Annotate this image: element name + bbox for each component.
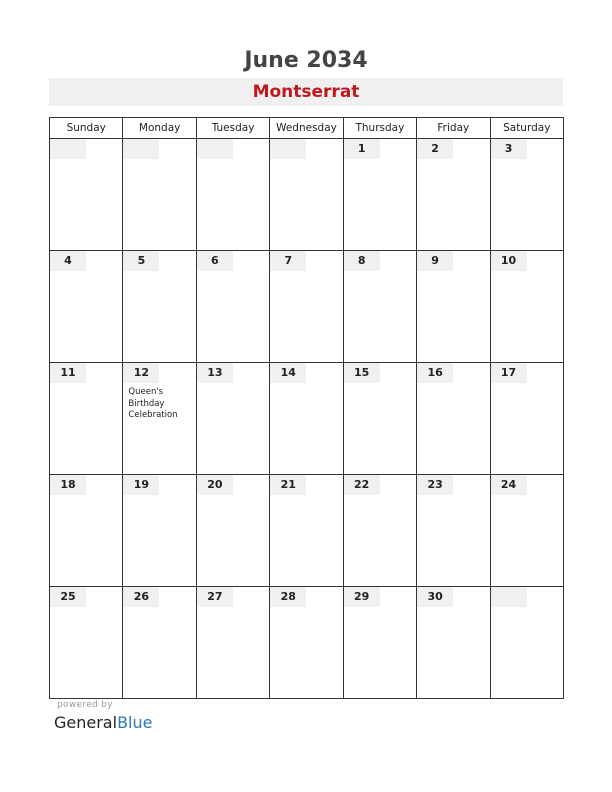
day-cell-empty: [123, 139, 196, 251]
day-number: 15: [344, 363, 380, 383]
brand-blue-text: Blue: [117, 713, 153, 732]
weekday-tuesday: Tuesday: [196, 118, 269, 139]
weekday-saturday: Saturday: [490, 118, 563, 139]
day-cell-2: [417, 139, 490, 251]
country-banner: [49, 78, 563, 106]
day-cell-21: [270, 475, 343, 587]
day-cell-11: [50, 363, 123, 475]
brand-general-text: General: [54, 713, 118, 732]
generalblue-logo[interactable]: [54, 712, 152, 734]
day-cell-empty: [270, 139, 343, 251]
day-cell-4: [50, 251, 123, 363]
day-cell-3: [490, 139, 563, 251]
day-cell-30: [417, 587, 490, 699]
day-number: 8: [344, 251, 380, 271]
day-number-empty: [123, 139, 159, 159]
day-cell-26: [123, 587, 196, 699]
weekday-thursday: Thursday: [343, 118, 416, 139]
week-row-1: [50, 139, 564, 251]
day-number: 28: [270, 587, 306, 607]
powered-by-label: powered by: [57, 700, 113, 710]
day-number: 5: [123, 251, 159, 271]
day-number: 20: [197, 475, 233, 495]
day-cell-empty: [196, 139, 269, 251]
day-number: 1: [344, 139, 380, 159]
day-cell-24: [490, 475, 563, 587]
day-number: 14: [270, 363, 306, 383]
holiday-event: Queen's Birthday Celebration: [128, 387, 178, 420]
country-name: Montserrat: [252, 82, 360, 102]
day-number: 2: [417, 139, 453, 159]
day-cell-18: [50, 475, 123, 587]
day-number: 4: [50, 251, 86, 271]
day-cell-15: [343, 363, 416, 475]
day-number: 30: [417, 587, 453, 607]
day-number: 25: [50, 587, 86, 607]
day-cell-8: [343, 251, 416, 363]
day-number: 27: [197, 587, 233, 607]
weekday-wednesday: Wednesday: [270, 118, 343, 139]
day-number: 29: [344, 587, 380, 607]
day-cell-25: [50, 587, 123, 699]
day-cell-23: [417, 475, 490, 587]
day-number: 10: [491, 251, 527, 271]
day-number: 18: [50, 475, 86, 495]
day-number: 11: [50, 363, 86, 383]
day-cell-12: [123, 363, 196, 475]
day-number: 16: [417, 363, 453, 383]
day-cell-5: [123, 251, 196, 363]
day-number: 23: [417, 475, 453, 495]
day-number: 26: [123, 587, 159, 607]
week-row-3: [50, 363, 564, 475]
day-cell-10: [490, 251, 563, 363]
day-number-empty: [197, 139, 233, 159]
weekday-friday: Friday: [417, 118, 490, 139]
day-number: 9: [417, 251, 453, 271]
day-cell-16: [417, 363, 490, 475]
day-number: 13: [197, 363, 233, 383]
day-number-empty: [491, 587, 527, 607]
day-cell-28: [270, 587, 343, 699]
day-cell-29: [343, 587, 416, 699]
week-row-4: [50, 475, 564, 587]
day-number-empty: [50, 139, 86, 159]
day-number: 22: [344, 475, 380, 495]
calendar-grid: [49, 117, 564, 699]
weekday-header-row: [50, 118, 564, 139]
day-number: 24: [491, 475, 527, 495]
day-cell-20: [196, 475, 269, 587]
week-row-5: [50, 587, 564, 699]
day-number: 21: [270, 475, 306, 495]
day-cell-17: [490, 363, 563, 475]
day-number: 3: [491, 139, 527, 159]
day-number: 6: [197, 251, 233, 271]
day-number: 19: [123, 475, 159, 495]
page-title: June 2034: [244, 48, 368, 73]
day-number: 7: [270, 251, 306, 271]
day-cell-22: [343, 475, 416, 587]
weekday-sunday: Sunday: [50, 118, 123, 139]
day-cell-13: [196, 363, 269, 475]
day-cell-19: [123, 475, 196, 587]
day-cell-9: [417, 251, 490, 363]
week-row-2: [50, 251, 564, 363]
day-cell-empty: [490, 587, 563, 699]
day-number-empty: [270, 139, 306, 159]
day-cell-27: [196, 587, 269, 699]
day-number: 12: [123, 363, 159, 383]
day-cell-6: [196, 251, 269, 363]
day-number: 17: [491, 363, 527, 383]
weekday-monday: Monday: [123, 118, 196, 139]
day-cell-1: [343, 139, 416, 251]
day-cell-14: [270, 363, 343, 475]
day-cell-empty: [50, 139, 123, 251]
day-cell-7: [270, 251, 343, 363]
